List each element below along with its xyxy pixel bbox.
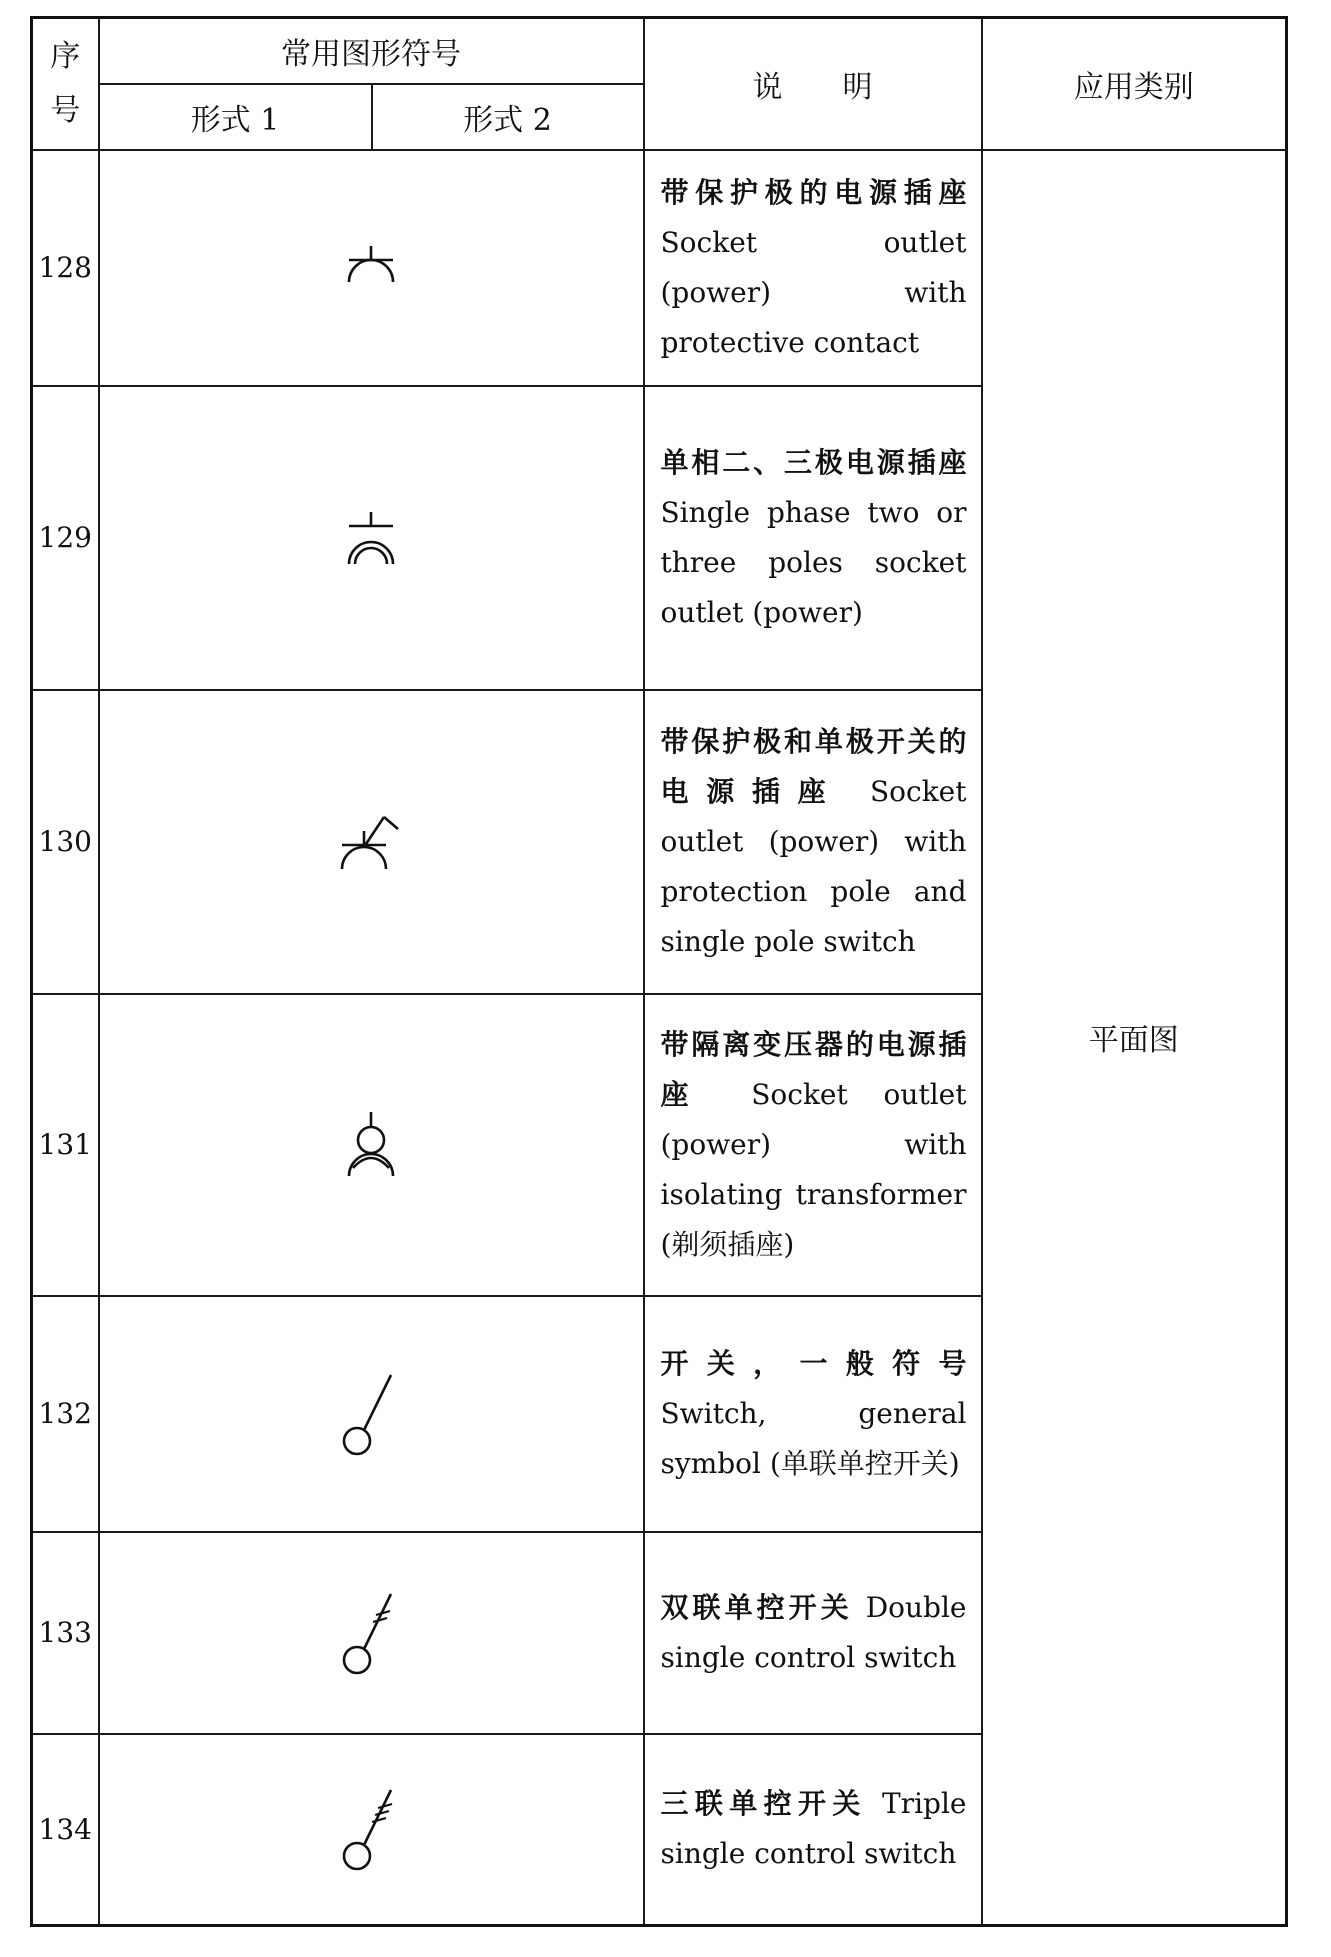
description-cell: 带保护极的电源插座 Socket outlet (power) with protective contact <box>644 150 982 386</box>
symbol-cell <box>99 1296 644 1532</box>
category-cell: 平面图 <box>982 150 1287 1926</box>
seq-number: 132 <box>32 1296 99 1532</box>
seq-number: 130 <box>32 690 99 994</box>
symbol-cell <box>99 1734 644 1926</box>
description-cell: 单相二、三极电源插座 Single phase two or three poles socket outlet (power) <box>644 386 982 690</box>
socket-outlet-isolating-transformer-icon <box>341 1108 401 1182</box>
description-cell: 三联单控开关 Triple single control switch <box>644 1734 982 1926</box>
socket-outlet-protective-contact-icon <box>341 238 401 298</box>
description-cell: 双联单控开关 Double single control switch <box>644 1532 982 1734</box>
table-row <box>32 150 1287 386</box>
seq-number: 131 <box>32 994 99 1296</box>
switch-general-icon <box>341 1369 401 1459</box>
symbol-cell <box>99 690 644 994</box>
symbol-cell <box>99 994 644 1296</box>
header-symbol-group: 常用图形符号 <box>99 18 644 84</box>
header-category: 应用类别 <box>982 18 1287 150</box>
double-single-control-switch-icon <box>341 1588 401 1678</box>
symbol-table-container <box>30 16 1285 1926</box>
symbol-cell <box>99 386 644 690</box>
symbol-cell <box>99 150 644 386</box>
header-form1: 形式 1 <box>99 84 372 150</box>
description-cell: 带保护极和单极开关的电源插座 Socket outlet (power) with protection pole and single pole switch <box>644 690 982 994</box>
seq-number: 129 <box>32 386 99 690</box>
symbol-cell <box>99 1532 644 1734</box>
header-form2: 形式 2 <box>372 84 644 150</box>
seq-number: 134 <box>32 1734 99 1926</box>
socket-outlet-two-three-poles-icon <box>341 506 401 570</box>
triple-single-control-switch-icon <box>341 1784 401 1874</box>
header-description: 说 明 <box>644 18 982 150</box>
seq-number: 133 <box>32 1532 99 1734</box>
symbol-table <box>30 16 1288 1927</box>
socket-outlet-protection-pole-switch-icon <box>336 809 406 875</box>
description-cell: 带隔离变压器的电源插座 Socket outlet (power) with isolating transformer (剃须插座) <box>644 994 982 1296</box>
seq-number: 128 <box>32 150 99 386</box>
header-seq: 序号 <box>32 18 99 150</box>
description-cell: 开关，一般符号 Switch, general symbol (单联单控开关) <box>644 1296 982 1532</box>
